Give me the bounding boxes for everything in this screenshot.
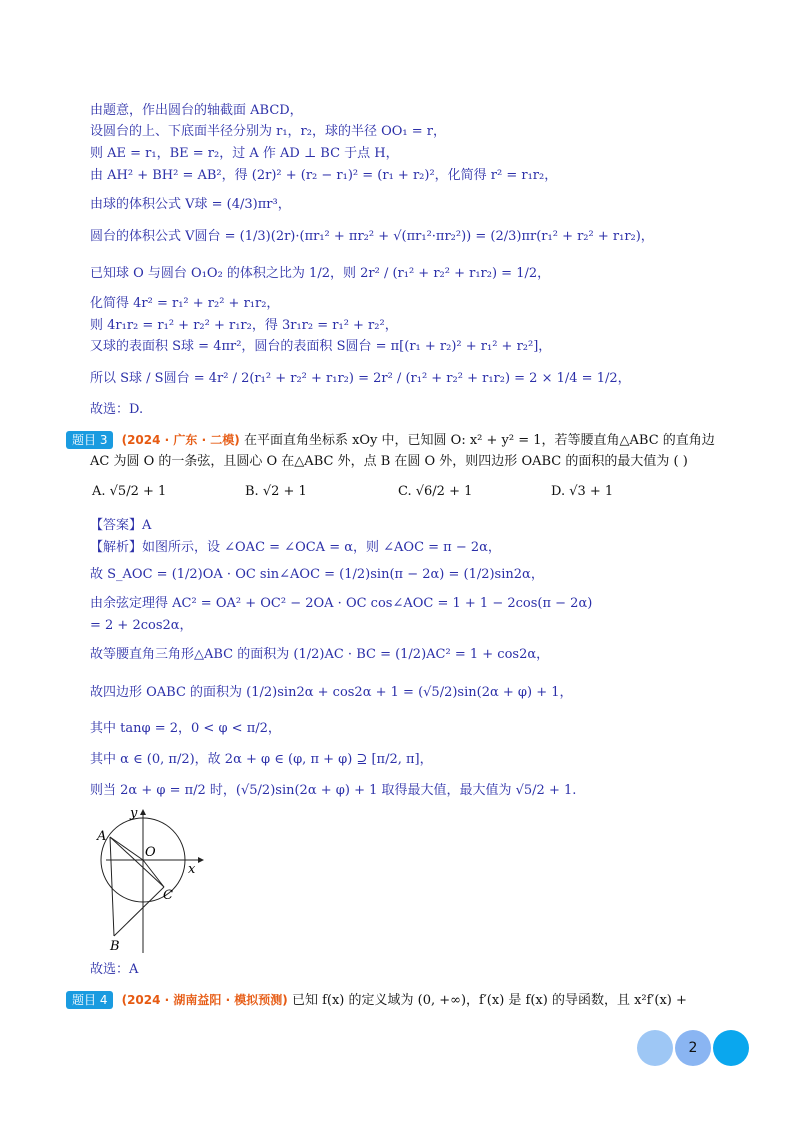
- question-tag: 题目 4: [66, 991, 113, 1009]
- segment-ac: [110, 837, 164, 887]
- page-number: 2: [675, 1030, 711, 1066]
- solution-line: 故选：D.: [90, 402, 144, 417]
- x-axis-arrow: [198, 857, 204, 863]
- analysis-line: 由余弦定理得 AC² = OA² + OC² − 2OA · OC cos∠AOC = 1 + 1 − 2cos(π − 2α): [90, 596, 593, 611]
- analysis-line: 故 S_AOC = (1/2)OA · OC sin∠AOC = (1/2)sin(π − 2α) = (1/2)sin2α，: [90, 567, 544, 582]
- y-axis-arrow: [140, 809, 146, 815]
- geometry-figure: [92, 803, 212, 953]
- analysis-line: 其中 tanφ = 2，0 < φ < π/2，: [90, 721, 281, 736]
- page-indicator: [637, 1030, 753, 1066]
- conclusion-line: 故选：A: [90, 962, 139, 977]
- option-a: A. √5/2 + 1: [92, 484, 167, 499]
- analysis-line: 【解析】如图所示，设 ∠OAC = ∠OCA = α，则 ∠AOC = π − 2α，: [90, 540, 501, 555]
- question-text: 已知 f(x) 的定义域为 (0, +∞)，f′(x) 是 f(x) 的导函数，且 x²f′(x) +: [291, 993, 687, 1008]
- analysis-line: 其中 α ∈ (0, π/2)，故 2α + φ ∈ (φ, π + φ) ⊇ [π/2, π]，: [90, 752, 433, 767]
- label-c: C: [163, 888, 173, 903]
- solution-line: 已知球 O 与圆台 O₁O₂ 的体积之比为 1/2，则 2r² / (r₁² + r₂² + r₁r₂) = 1/2，: [90, 266, 551, 281]
- label-y: y: [130, 806, 138, 821]
- page-dot-left: [637, 1030, 673, 1066]
- question-header: [66, 990, 687, 1011]
- question-text-line: AC 为圆 O 的一条弦，且圆心 O 在△ABC 外，点 B 在圆 O 外，则四边形 OABC 的面积的最大值为 ( ): [90, 454, 688, 469]
- solution-line: 由题意，作出圆台的轴截面 ABCD，: [90, 103, 303, 118]
- label-x: x: [188, 862, 196, 877]
- segment-oc: [143, 860, 164, 887]
- solution-line: 圆台的体积公式 V圆台 = (1/3)(2r)·(πr₁² + πr₂² + √(πr₁²·πr₂²)) = (2/3)πr(r₁² + r₂² + r₁r₂)，: [90, 229, 654, 244]
- analysis-line: = 2 + 2cos2α，: [90, 618, 193, 633]
- label-a: A: [97, 829, 107, 844]
- question-source: (2024 · 湖南益阳 · 模拟预测): [121, 993, 288, 1007]
- analysis-line: 则当 2α + φ = π/2 时，(√5/2)sin(2α + φ) + 1 取得最大值，最大值为 √5/2 + 1.: [90, 783, 577, 798]
- question-text: 在平面直角坐标系 xOy 中，已知圆 O: x² + y² = 1，若等腰直角△ABC 的直角边: [243, 433, 715, 448]
- solution-line: 化简得 4r² = r₁² + r₂² + r₁r₂，: [90, 296, 280, 311]
- solution-line: 则 AE = r₁，BE = r₂，过 A 作 AD ⊥ BC 于点 H，: [90, 146, 399, 161]
- label-b: B: [110, 939, 120, 953]
- solution-line: 则 4r₁r₂ = r₁² + r₂² + r₁r₂，得 3r₁r₂ = r₁² + r₂²，: [90, 318, 398, 333]
- solution-line: 所以 S球 / S圆台 = 4r² / 2(r₁² + r₂² + r₁r₂) = 2r² / (r₁² + r₂² + r₁r₂) = 2 × 1/4 = 1/2，: [90, 371, 631, 386]
- question-tag: 题目 3: [66, 431, 113, 449]
- label-o: O: [145, 845, 156, 860]
- page-dot-right: [713, 1030, 749, 1066]
- solution-line: 设圆台的上、下底面半径分别为 r₁，r₂，球的半径 OO₁ = r，: [90, 124, 447, 139]
- analysis-line: 故四边形 OABC 的面积为 (1/2)sin2α + cos2α + 1 = (√5/2)sin(2α + φ) + 1，: [90, 685, 573, 700]
- option-b: B. √2 + 1: [245, 484, 307, 499]
- question-header: [66, 430, 715, 451]
- segment-bc: [114, 887, 164, 936]
- option-d: D. √3 + 1: [551, 484, 614, 499]
- option-c: C. √6/2 + 1: [398, 484, 473, 499]
- solution-line: 由 AH² + BH² = AB²，得 (2r)² + (r₂ − r₁)² = (r₁ + r₂)²，化简得 r² = r₁r₂，: [90, 168, 558, 183]
- answer-line: 【答案】A: [90, 518, 152, 533]
- segment-oa: [110, 837, 143, 860]
- analysis-line: 故等腰直角三角形△ABC 的面积为 (1/2)AC · BC = (1/2)AC² = 1 + cos2α，: [90, 647, 550, 662]
- solution-line: 又球的表面积 S球 = 4πr²，圆台的表面积 S圆台 = π[(r₁ + r₂)² + r₁² + r₂²]，: [90, 339, 552, 354]
- solution-line: 由球的体积公式 V球 = (4/3)πr³，: [90, 197, 291, 212]
- question-source: (2024 · 广东 · 二模): [121, 433, 240, 447]
